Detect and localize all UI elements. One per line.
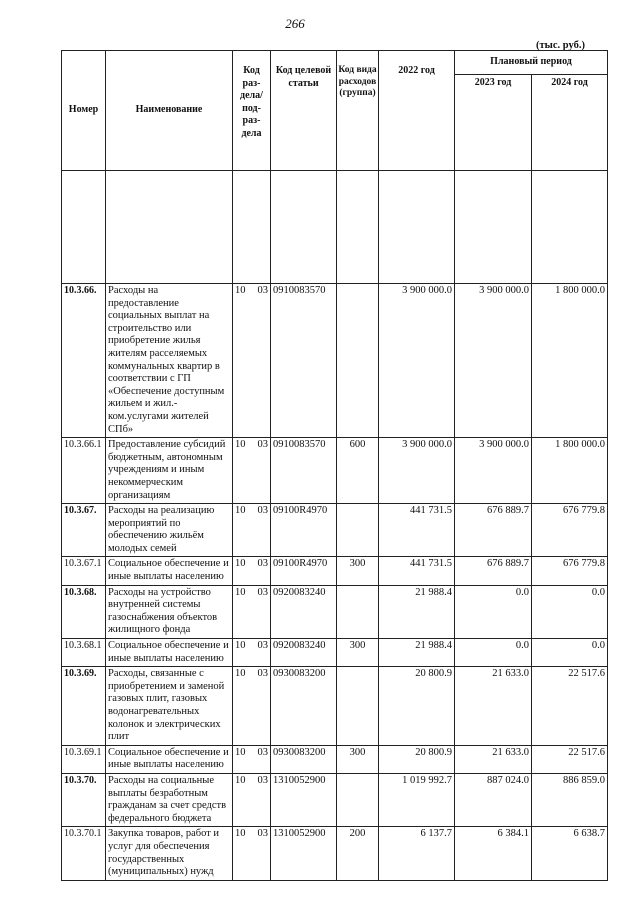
row-number: 10.3.66. [62, 284, 106, 438]
section-code: 10 [235, 746, 246, 758]
spacer-row [62, 171, 608, 284]
section-code: 10 [235, 668, 246, 680]
header-number: Номер [62, 51, 106, 171]
row-target-code: 0920083240 [271, 585, 337, 638]
subsection-code: 03 [257, 640, 268, 652]
header-2023: 2023 год [455, 75, 532, 171]
table-row [62, 827, 608, 880]
table-row [62, 504, 608, 557]
row-section [233, 585, 271, 638]
row-name: Расходы на реализацию мероприятий по обеспечению жильём молодых семей [106, 504, 233, 557]
row-number: 10.3.70. [62, 773, 106, 826]
row-expense-code: 300 [337, 557, 379, 585]
row-number: 10.3.68. [62, 585, 106, 638]
row-number: 10.3.68.1 [62, 639, 106, 667]
row-expense-code: 600 [337, 438, 379, 504]
row-expense-code: 300 [337, 639, 379, 667]
table-row [62, 557, 608, 585]
row-expense-code [337, 667, 379, 746]
table-row [62, 773, 608, 826]
row-target-code: 0930083200 [271, 667, 337, 746]
subsection-code: 03 [257, 558, 268, 570]
table-row [62, 639, 608, 667]
header-expense: Код вида расходов (группа) [337, 51, 379, 171]
row-number: 10.3.69.1 [62, 745, 106, 773]
row-expense-code: 200 [337, 827, 379, 880]
row-2024: 22 517.6 [532, 745, 608, 773]
table-row [62, 745, 608, 773]
subsection-code: 03 [257, 285, 268, 296]
row-section [233, 284, 271, 438]
row-2024: 0.0 [532, 585, 608, 638]
row-2024: 22 517.6 [532, 667, 608, 746]
subsection-code: 03 [257, 668, 268, 680]
row-number: 10.3.69. [62, 667, 106, 746]
row-section [233, 639, 271, 667]
table-row [62, 667, 608, 746]
row-expense-code [337, 773, 379, 826]
row-2023: 21 633.0 [455, 667, 532, 746]
row-2023: 0.0 [455, 639, 532, 667]
budget-table [61, 50, 608, 881]
row-name: Расходы на социальные выплаты безработным гражданам за счет средств федерального бюджета [106, 773, 233, 826]
subsection-code: 03 [257, 586, 268, 598]
row-section [233, 667, 271, 746]
row-name: Расходы, связанные с приобретением и заменой газовых плит, газовых водонагревательных колонок и электрических плит [106, 667, 233, 746]
row-target-code: 0910083570 [271, 284, 337, 438]
header-name: Наименование [106, 51, 233, 171]
row-2024: 1 800 000.0 [532, 284, 608, 438]
row-2023: 0.0 [455, 585, 532, 638]
row-target-code: 1310052900 [271, 827, 337, 880]
subsection-code: 03 [257, 439, 268, 451]
row-2024: 676 779.8 [532, 557, 608, 585]
subsection-code: 03 [257, 746, 268, 758]
row-name: Расходы на устройство внутренней системы газоснабжения объектов жилищного фонда [106, 585, 233, 638]
row-2024: 1 800 000.0 [532, 438, 608, 504]
row-2023: 887 024.0 [455, 773, 532, 826]
row-2022: 3 900 000.0 [379, 284, 455, 438]
header-target: Код целевой статьи [271, 51, 337, 171]
section-code: 10 [235, 558, 246, 570]
row-2024: 886 859.0 [532, 773, 608, 826]
row-2023: 676 889.7 [455, 504, 532, 557]
row-2022: 20 800.9 [379, 667, 455, 746]
row-2022: 21 988.4 [379, 585, 455, 638]
section-code: 10 [235, 285, 246, 296]
table-row [62, 284, 608, 438]
row-2024: 676 779.8 [532, 504, 608, 557]
row-2024: 0.0 [532, 639, 608, 667]
row-name: Закупка товаров, работ и услуг для обеспечения государственных (муниципальных) нужд [106, 827, 233, 880]
row-name: Социальное обеспечение и иные выплаты населению [106, 639, 233, 667]
row-number: 10.3.67. [62, 504, 106, 557]
row-target-code: 0930083200 [271, 745, 337, 773]
row-expense-code [337, 504, 379, 557]
row-section [233, 773, 271, 826]
header-planned-period: Плановый период [455, 51, 608, 75]
row-2024: 6 638.7 [532, 827, 608, 880]
section-code: 10 [235, 586, 246, 598]
table-row [62, 585, 608, 638]
subsection-code: 03 [257, 505, 268, 517]
row-section [233, 504, 271, 557]
row-2022: 441 731.5 [379, 557, 455, 585]
subsection-code: 03 [257, 828, 268, 840]
row-expense-code [337, 585, 379, 638]
row-section [233, 827, 271, 880]
row-expense-code [337, 284, 379, 438]
row-2023: 6 384.1 [455, 827, 532, 880]
subsection-code: 03 [257, 774, 268, 786]
row-target-code: 0910083570 [271, 438, 337, 504]
row-section [233, 557, 271, 585]
row-name: Социальное обеспечение и иные выплаты населению [106, 745, 233, 773]
row-2022: 21 988.4 [379, 639, 455, 667]
row-number: 10.3.66.1 [62, 438, 106, 504]
row-target-code: 09100R4970 [271, 504, 337, 557]
row-number: 10.3.70.1 [62, 827, 106, 880]
row-2022: 1 019 992.7 [379, 773, 455, 826]
row-2022: 441 731.5 [379, 504, 455, 557]
row-target-code: 09100R4970 [271, 557, 337, 585]
row-2023: 3 900 000.0 [455, 438, 532, 504]
row-name: Предоставление субсидий бюджетным, автономным учреждениям и иным некоммерческим организациям [106, 438, 233, 504]
row-2023: 21 633.0 [455, 745, 532, 773]
row-target-code: 0920083240 [271, 639, 337, 667]
section-code: 10 [235, 505, 246, 517]
section-code: 10 [235, 640, 246, 652]
units-label: (тыс. руб.) [536, 40, 585, 51]
row-2023: 676 889.7 [455, 557, 532, 585]
row-section [233, 745, 271, 773]
header-section: Код раз-дела/ под-раз-дела [233, 51, 271, 171]
row-number: 10.3.67.1 [62, 557, 106, 585]
row-2023: 3 900 000.0 [455, 284, 532, 438]
section-code: 10 [235, 828, 246, 840]
table-row [62, 438, 608, 504]
row-name: Расходы на предоставление социальных выплат на строительство или приобретение жилья жителям расселяемых коммунальных квартир в соответствии с ГП «Обеспечение доступным жильем и жил.-ком.услугами жителей СПб» [106, 284, 233, 438]
row-2022: 20 800.9 [379, 745, 455, 773]
row-name: Социальное обеспечение и иные выплаты населению [106, 557, 233, 585]
page-number: 266 [285, 16, 305, 31]
header-2024: 2024 год [532, 75, 608, 171]
row-2022: 3 900 000.0 [379, 438, 455, 504]
header-2022: 2022 год [379, 51, 455, 171]
section-code: 10 [235, 774, 246, 786]
row-section [233, 438, 271, 504]
section-code: 10 [235, 439, 246, 451]
row-expense-code: 300 [337, 745, 379, 773]
row-target-code: 1310052900 [271, 773, 337, 826]
row-2022: 6 137.7 [379, 827, 455, 880]
